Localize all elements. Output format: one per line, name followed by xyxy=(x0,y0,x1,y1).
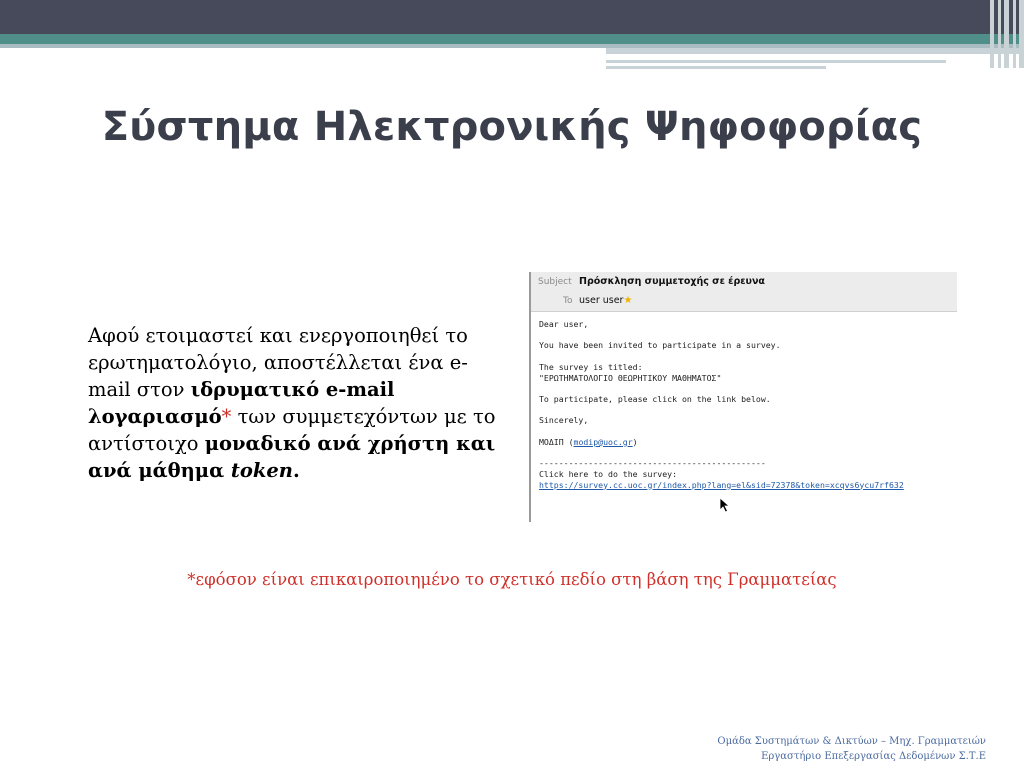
slide-footer xyxy=(717,734,986,764)
email-subject: Πρόσκληση συμμετοχής σε έρευνα xyxy=(579,276,765,287)
header-bar xyxy=(0,0,1024,34)
sender-suffix: ) xyxy=(632,436,638,447)
email-divider: ---------------------------------------------- xyxy=(539,458,766,469)
header-stripe xyxy=(606,66,826,69)
footer-line: Εργαστήριο Επεξεργασίας Δεδομένων Σ.Τ.Ε xyxy=(761,751,986,762)
email-recipient xyxy=(579,295,632,306)
sender-prefix: ΜΟΔΙΠ ( xyxy=(539,436,574,447)
body-text-period: . xyxy=(292,459,300,482)
email-line: Click here to do the survey: xyxy=(539,468,678,479)
sender-email-link[interactable]: modip@uoc.gr xyxy=(573,436,633,447)
email-header xyxy=(531,272,957,312)
email-line: To participate, please click on the link below. xyxy=(539,393,771,404)
body-text-part: Αφού ετοιμαστεί και ενεργοποιηθεί το ερωτηματολόγιο, αποστέλλεται ένα e-mail στον xyxy=(88,324,468,401)
email-line: Dear user, xyxy=(539,319,589,329)
slide-body-text xyxy=(88,322,508,484)
footnote: *εφόσον είναι επικαιροποιημένο το σχετικό πεδίο στη βάση της Γραμματείας xyxy=(187,570,837,589)
star-icon[interactable]: ★ xyxy=(623,295,633,306)
body-text-bold: ιδρυματικό e-mail λογαριασμό xyxy=(88,378,395,428)
footer-line: Ομάδα Συστημάτων & Δικτύων – Μηχ. Γραμματειών xyxy=(717,736,986,747)
body-text-bold: μοναδικό ανά χρήστη και ανά μάθημα xyxy=(88,432,496,482)
email-line: "ΕΡΩΤΗΜΑΤΟΛΟΓΙΟ ΘΕΩΡΗΤΙΚΟΥ ΜΑΘΗΜΑΤΟΣ" xyxy=(539,372,722,383)
email-line: Sincerely, xyxy=(539,415,589,426)
body-text-part: των συμμετεχόντων με το αντίστοιχο xyxy=(88,405,496,455)
slide-title: Σύστημα Ηλεκτρονικής Ψηφοφορίας xyxy=(101,104,923,150)
email-line: The survey is titled: xyxy=(539,361,643,372)
email-screenshot xyxy=(529,272,957,522)
email-body xyxy=(539,319,954,490)
email-sender-line xyxy=(539,437,954,448)
email-line: You have been invited to participate in a survey. xyxy=(539,340,781,351)
subject-label: Subject xyxy=(538,277,572,287)
mouse-pointer-icon xyxy=(719,497,731,513)
header-accent-bar xyxy=(0,34,1024,44)
asterisk-mark: * xyxy=(221,405,232,428)
recipient-name: user user xyxy=(579,295,624,306)
token-word: token xyxy=(230,459,293,482)
header-stripe xyxy=(606,60,946,63)
corner-stripes xyxy=(990,0,1024,68)
header-stripe xyxy=(606,48,1024,54)
to-label: To xyxy=(563,296,573,306)
survey-link[interactable]: https://survey.cc.uoc.gr/index.php?lang=el&sid=72378&token=xcqvs6ycu7rf632 xyxy=(539,479,904,490)
